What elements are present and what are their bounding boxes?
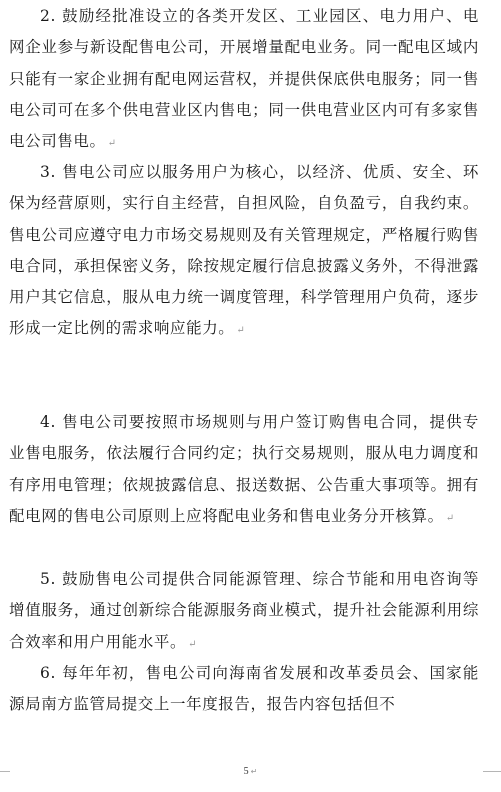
paragraph-4-text: 4. 售电公司要按照市场规则与用户签订购售电合同，提供专业售电服务，依法履行合同约定；执行交易规则，服从电力调度和有序用电管理；依规披露信息、报送数据、公告重大事项等。拥有配电网的售电公司原则上应将配电业务和售电业务分开核算。 bbox=[9, 413, 479, 525]
paragraph-3 bbox=[9, 157, 479, 347]
paragraph-6 bbox=[9, 658, 479, 723]
page-number-text: 5 bbox=[243, 766, 249, 777]
paragraph-3-text: 3. 售电公司应以服务用户为核心，以经济、优质、安全、环保为经营原则，实行自主经营，自担风险，自负盈亏，自我约束。售电公司应遵守电力市场交易规则及有关管理规定，严格履行购售电合同，承担保密义务，除按规定履行信息披露义务外，不得泄露用户其它信息，服从电力统一调度管理，科学管理用户负荷，逐步形成一定比例的需求响应能力。 bbox=[9, 163, 479, 338]
paragraph-mark-icon: ↵ bbox=[445, 512, 455, 524]
paragraph-6-text: 6. 每年年初，售电公司向海南省发展和改革委员会、国家能源局南方监管局提交上一年度报告，报告内容包括但不 bbox=[9, 664, 479, 714]
paragraph-5-text: 5. 鼓励售电公司提供合同能源管理、综合节能和用电咨询等增值服务，通过创新综合能源服务商业模式，提升社会能源利用综合效率和用户用能水平。 bbox=[9, 570, 479, 651]
paragraph-mark-icon: ↵ bbox=[236, 325, 245, 337]
paragraph-mark-icon: ↵ bbox=[188, 638, 197, 650]
paragraph-2-text: 2. 鼓励经批准设立的各类开发区、工业园区、电力用户、电网企业参与新设配售电公司，开展增量配电业务。同一配电区域内只能有一家企业拥有配电网运营权，并提供保底供电服务；同一售电公司可在多个供电营业区内售电；同一供电营业区内可有多家售电公司售电。 bbox=[9, 7, 479, 151]
paragraph-2 bbox=[9, 1, 479, 159]
paragraph-4 bbox=[9, 407, 479, 534]
paragraph-5 bbox=[9, 564, 479, 660]
paragraph-mark-icon: ↵ bbox=[250, 767, 258, 776]
paragraph-mark-icon: ↵ bbox=[107, 138, 116, 150]
page-number bbox=[0, 766, 501, 778]
